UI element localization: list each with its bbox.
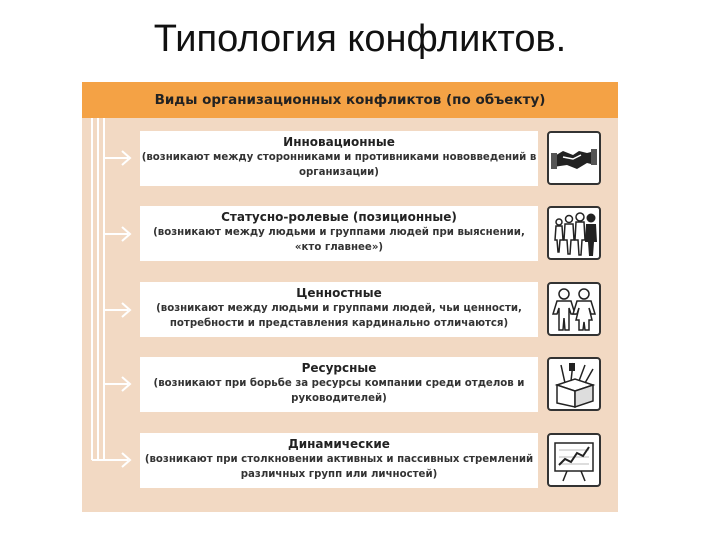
card-title: Ценностные bbox=[296, 286, 382, 300]
card-description: (возникают между людьми и группами людей при выяснении, «кто главнее») bbox=[153, 227, 525, 253]
card-description: (возникают между сторонниками и противниками нововведений в организации) bbox=[141, 152, 537, 178]
conflict-card-values bbox=[140, 282, 538, 337]
card-description: (возникают между людьми и группами людей, чьи ценности, потребности и представления кардинально отличаются) bbox=[156, 303, 522, 329]
card-description: (возникают при борьбе за ресурсы компании среди отделов и руководителей) bbox=[153, 378, 525, 404]
card-title: Ресурсные bbox=[301, 361, 377, 375]
conflict-card-status-role bbox=[140, 206, 538, 261]
people-group-icon bbox=[547, 206, 601, 260]
card-title: Динамические bbox=[288, 437, 390, 451]
tree-connector bbox=[84, 118, 140, 478]
handshake-icon bbox=[547, 131, 601, 185]
box-tools-icon bbox=[547, 357, 601, 411]
conflict-card-dynamic bbox=[140, 433, 538, 488]
card-title: Инновационные bbox=[283, 135, 395, 149]
conflict-card-innovation bbox=[140, 131, 538, 186]
two-people-icon bbox=[547, 282, 601, 336]
diagram-header bbox=[82, 82, 618, 118]
card-description: (возникают при столкновении активных и пассивных стремлений различных групп или личностей) bbox=[144, 454, 534, 480]
conflict-card-resources bbox=[140, 357, 538, 412]
chart-board-icon bbox=[547, 433, 601, 487]
slide-title: Типология конфликтов. bbox=[153, 18, 567, 60]
card-title: Статусно-ролевые (позиционные) bbox=[221, 210, 457, 224]
diagram-header-text: Виды организационных конфликтов (по объекту) bbox=[154, 92, 546, 108]
